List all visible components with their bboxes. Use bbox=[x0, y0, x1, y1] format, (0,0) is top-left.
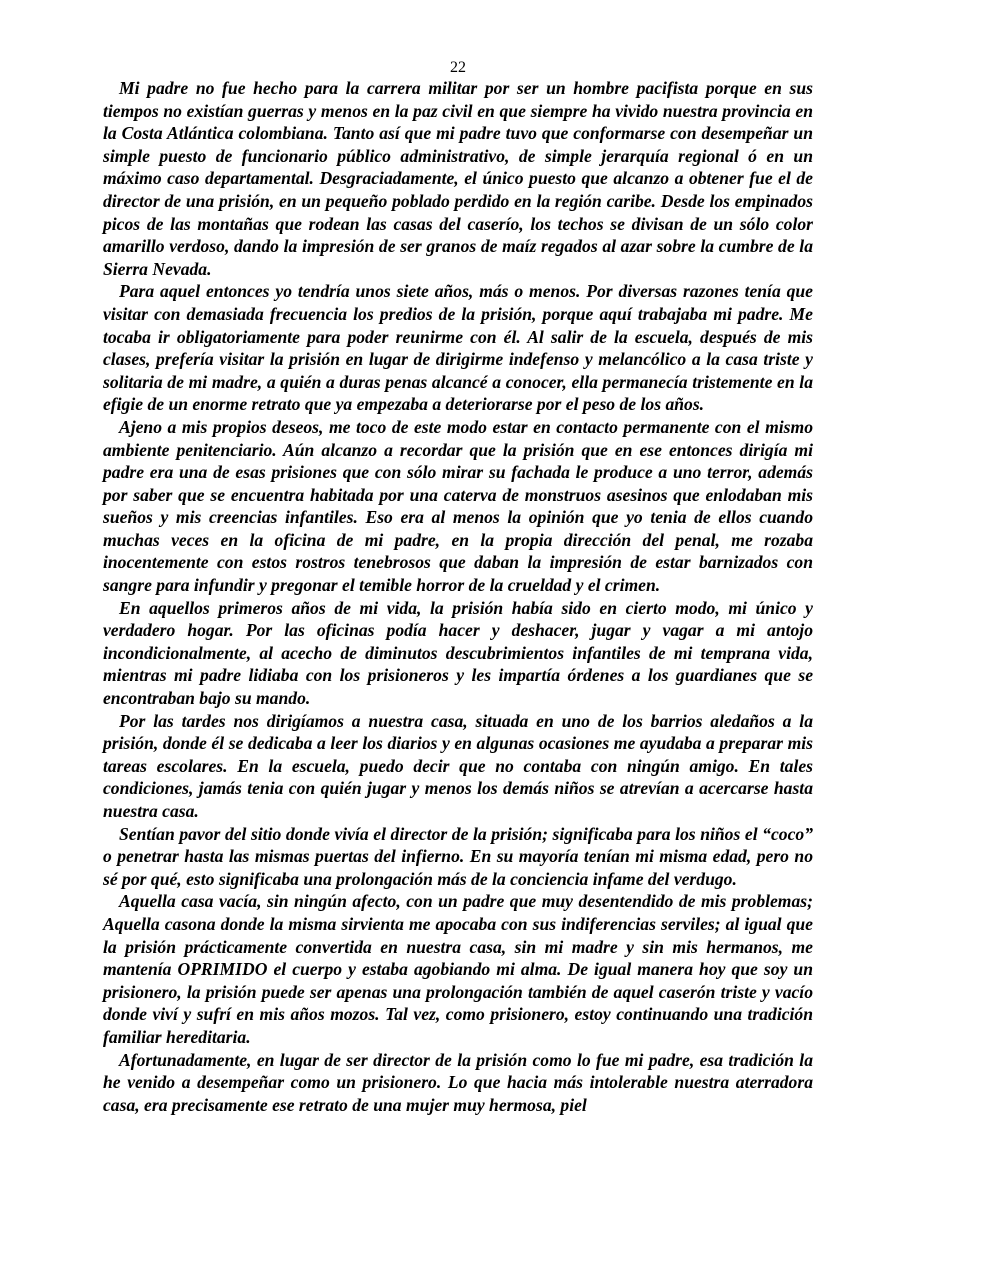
paragraph-7: Aquella casa vacía, sin ningún afecto, con un padre que muy desentendido de mis problemas; Aquella casona donde la misma sirvienta me apocaba con sus indiferencias serviles; al igual que la prisión prácticamente convertida en nuestra casa, sin mi madre y sin mis hermanos, me mantenía OPRIMIDO el cuerpo y estaba agobiando mi alma. De igual manera hoy que soy un prisionero, la prisión puede ser apenas una prolongación también de aquel caserón triste y vacío donde viví y sufrí en mis años mozos. Tal vez, como prisionero, estoy continuando una tradición familiar hereditaria. bbox=[103, 891, 813, 1047]
paragraph-4: En aquellos primeros años de mi vida, la prisión había sido en cierto modo, mi único y verdadero hogar. Por las oficinas podía hacer y deshacer, jugar y vagar a mi antojo incondicionalmente, al acecho de diminutos descubrimientos infantiles de mi temprana vida, mientras mi padre lidiaba con los prisioneros y les impartía órdenes a los guardianes que se encontraban bajo su mando. bbox=[103, 597, 813, 709]
paragraph-6: Sentían pavor del sitio donde vivía el director de la prisión; significaba para los niños el “coco” o penetrar hasta las mismas puertas del infierno. En su mayoría tenían mi misma edad, pero no sé por qué, esto significaba una prolongación más de la conciencia infame del verdugo. bbox=[103, 823, 813, 889]
paragraph-2: Para aquel entonces yo tendría unos siete años, más o menos. Por diversas razones tenía que visitar con demasiada frecuencia los predios de la prisión, porque aquí trabajaba mi padre. Me tocaba ir obligatoriamente para poder reunirme con él. Al salir de la escuela, después de mis clases, prefería visitar la prisión en lugar de dirigirme indefenso y melancólico a la casa triste y solitaria de mi madre, a quién a duras penas alcancé a conocer, ella permanecía tristemente en la efigie de un enorme retrato que ya empezaba a deteriorarse por el peso de los años. bbox=[103, 281, 813, 415]
page-number: 22 bbox=[450, 59, 466, 76]
paragraph-5: Por las tardes nos dirigíamos a nuestra casa, situada en uno de los barrios aledaños a la prisión, donde él se dedicaba a leer los diarios y en algunas ocasiones me ayudaba a preparar mis tareas escolares. En la escuela, puedo decir que no contaba con ningún amigo. En tales condiciones, jamás tenia con quién jugar y menos los demás niños se atrevían a acercarse hasta nuestra casa. bbox=[103, 710, 813, 821]
paragraph-3: Ajeno a mis propios deseos, me toco de este modo estar en contacto permanente con el mismo ambiente penitenciario. Aún alcanzo a recordar que la prisión que en ese entonces dirigía mi padre era una de esas prisiones que con sólo mirar su fachada le produce a uno terror, además por saber que se encuentra habitada por una caterva de monstruos asesinos que enlodaban mis sueños y mis creencias infantiles. Eso era al menos la opinión que yo tenia de ellos cuando muchas veces en la oficina de mi padre, en la propia dirección del penal, me rozaba inocentemente con estos rostros tenebrosos que daban la impresión de estar barnizados con sangre para infundir y pregonar el temible horror de la crueldad y el crimen. bbox=[103, 416, 813, 596]
paragraph-1: Mi padre no fue hecho para la carrera militar por ser un hombre pacifista porque en sus tiempos no existían guerras y menos en la paz civil en que siempre ha vivido nuestra provincia en la Costa Atlántica colombiana. Tanto así que mi padre tuvo que conformarse con desempeñar un simple puesto de funcionario público administrativo, de simple jerarquía regional ó en un máximo caso departamental. Desgraciadamente, el único puesto que alcanzo a obtener fue el de director de una prisión, en un pequeño poblado perdido en la región caribe. Desde los empinados picos de las montañas que rodean las casas del caserío, los techos se divisan de un sólo color amarillo verdoso, dando la impresión de ser granos de maíz regados al azar sobre la cumbre de la Sierra Nevada. bbox=[103, 78, 813, 279]
body-text bbox=[103, 77, 813, 1116]
paragraph-8: Afortunadamente, en lugar de ser director de la prisión como lo fue mi padre, esa tradición la he venido a desempeñar como un prisionero. Lo que hacia más intolerable nuestra aterradora casa, era precisamente ese retrato de una mujer muy hermosa, piel bbox=[103, 1049, 813, 1115]
